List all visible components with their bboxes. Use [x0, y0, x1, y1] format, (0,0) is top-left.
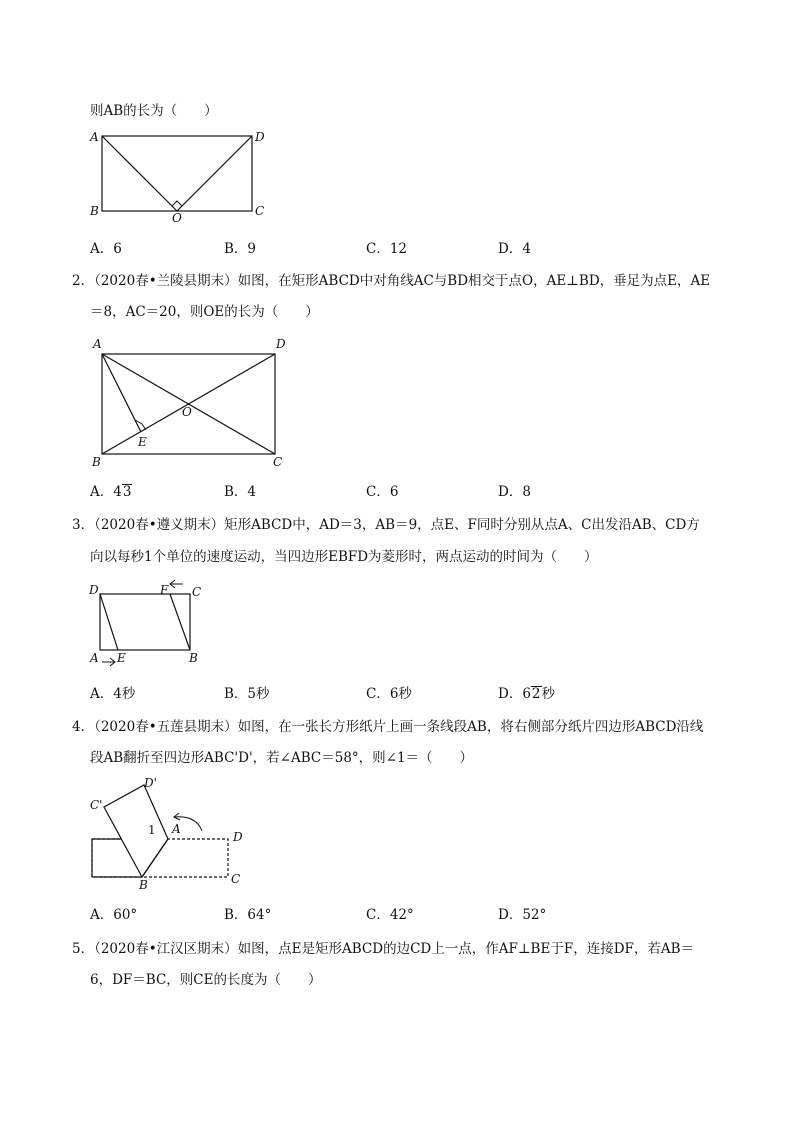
q2-option-a	[90, 483, 132, 501]
q2-label-b: B	[92, 455, 101, 469]
q4-label-a: A	[172, 822, 181, 836]
q4-option-b: B．64°	[224, 907, 272, 923]
q1-figure	[86, 128, 276, 228]
q3-question-line-2: 向以每秒1个单位的速度运动，当四边形EBFD为菱形时，两点运动的时间为（ ）	[90, 549, 598, 565]
q3-label-b: B	[189, 651, 198, 665]
q2-question-line-2: ＝8，AC＝20，则OE的长为（ ）	[90, 304, 319, 320]
q3-question-line-1: 3．（2020春•遵义期末）矩形ABCD中，AD＝3，AB＝9，点E、F同时分别从点A、C出发沿AB、CD方	[72, 517, 700, 533]
q2-label-e: E	[138, 435, 147, 449]
q2-option-c: C．6	[366, 484, 399, 500]
q3-option-d-radicand: 2	[531, 686, 541, 702]
q3-option-d-suffix: 秒	[541, 686, 556, 702]
q1-option-d: D．4	[498, 241, 531, 257]
q3-option-d	[498, 685, 555, 703]
q4-option-a: A．60°	[90, 907, 138, 923]
q1-option-a: A．6	[90, 241, 122, 257]
q5-question-line-1: 5．（2020春•江汉区期末）如图，点E是矩形ABCD的边CD上一点，作AF⊥BE于F，连接DF，若AB＝	[72, 941, 695, 957]
q3-label-c: C	[192, 585, 202, 599]
q4-label-angle-1: 1	[148, 823, 156, 837]
q2-label-d: D	[276, 337, 286, 351]
q2-figure	[86, 336, 296, 472]
q3-label-f: F	[160, 583, 169, 597]
q2-question-line-1: 2．（2020春•兰陵县期末）如图，在矩形ABCD中对角线AC与BD相交于点O，AE⊥BD，垂足为点E，AE	[72, 273, 711, 289]
q2-option-d: D．8	[498, 484, 531, 500]
q1-option-b: B．9	[224, 241, 257, 257]
q5-question-line-2: 6，DF＝BC，则CE的长度为（ ）	[90, 972, 322, 988]
q3-option-d-radical	[531, 686, 542, 701]
q3-option-a: A．4秒	[90, 686, 136, 702]
q1-option-c: C．12	[366, 241, 408, 257]
q4-question-line-2: 段AB翻折至四边形ABC'D'，若∠ABC＝58°，则∠1＝（ ）	[90, 750, 474, 766]
q3-option-d-prefix: D．6	[498, 686, 531, 702]
q1-question-text: 则AB的长为（ ）	[90, 103, 218, 119]
q3-option-c: C．6秒	[366, 686, 412, 702]
q4-label-b: B	[139, 878, 148, 892]
q2-label-c: C	[273, 455, 283, 469]
q1-label-a: A	[90, 130, 99, 144]
q2-option-a-radicand: 3	[122, 484, 132, 500]
q3-figure	[86, 574, 216, 670]
q4-label-d: D	[233, 830, 243, 844]
q4-label-d-prime: D'	[144, 776, 157, 790]
q2-option-a-prefix: A．4	[90, 484, 122, 500]
q1-label-o: O	[172, 211, 182, 225]
q4-figure	[86, 775, 256, 895]
q4-label-c: C	[231, 872, 241, 886]
q2-option-a-radical	[122, 484, 133, 499]
q2-label-o: O	[182, 405, 192, 419]
q3-label-e: E	[117, 651, 126, 665]
q4-label-c-prime: C'	[90, 798, 103, 812]
q2-option-b: B．4	[224, 484, 257, 500]
q1-label-d: D	[255, 130, 265, 144]
q3-option-b: B．5秒	[224, 686, 270, 702]
q2-label-a: A	[93, 337, 102, 351]
q1-label-b: B	[90, 204, 99, 218]
q4-question-line-1: 4．（2020春•五莲县期末）如图，在一张长方形纸片上画一条线段AB，将右侧部分纸片四边形ABCD沿线	[72, 719, 704, 735]
q3-label-a: A	[90, 651, 99, 665]
q1-label-c: C	[255, 204, 265, 218]
q4-option-d: D．52°	[498, 907, 547, 923]
q3-label-d: D	[89, 583, 99, 597]
q4-option-c: C．42°	[366, 907, 414, 923]
